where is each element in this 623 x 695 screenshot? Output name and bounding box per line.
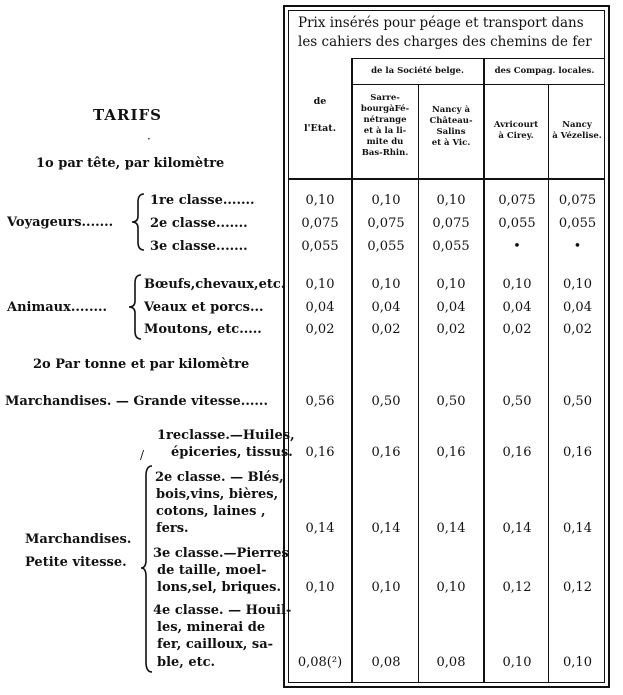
pv-class1-line2: épiceries, tissus. bbox=[171, 445, 293, 460]
col-avricourt-header-1: Avricourt bbox=[493, 120, 539, 130]
title-divider bbox=[352, 58, 605, 59]
grande-vitesse-label: Marchandises. — Grande vitesse...... bbox=[5, 394, 268, 409]
col-nancy-ch-header-1: Nancy à bbox=[431, 105, 471, 115]
table-cell: 0,10 bbox=[436, 580, 466, 595]
table-cell: 0,10 bbox=[371, 277, 401, 292]
table-cell: 0,04 bbox=[502, 300, 532, 315]
section-par-tonne: 2o Par tonne et par kilomètre bbox=[33, 357, 250, 372]
table-cell: 0,12 bbox=[502, 580, 532, 595]
table-cell: 0,04 bbox=[371, 300, 401, 315]
animal-1-label: Bœufs,chevaux,etc. bbox=[144, 277, 286, 292]
table-cell: 0,055 bbox=[301, 239, 339, 254]
table-cell: 0,10 bbox=[371, 193, 401, 208]
pv-class2-line2: bois,vins, bières, bbox=[156, 487, 279, 502]
table-cell: 0,16 bbox=[305, 445, 335, 460]
table-cell: 0,10 bbox=[436, 277, 466, 292]
animaux-label: Animaux........ bbox=[7, 300, 108, 315]
group-divider bbox=[352, 84, 605, 85]
table-cell: 0,50 bbox=[436, 394, 466, 409]
col-nancy-vez-header-2: à Vézelise. bbox=[552, 131, 602, 141]
col-line-2 bbox=[418, 84, 419, 683]
voyageurs-brace-icon bbox=[130, 192, 146, 252]
table-cell: 0,12 bbox=[563, 580, 592, 595]
header-bottom-divider bbox=[289, 178, 605, 180]
table-cell: 0,02 bbox=[436, 322, 466, 337]
table-cell: 0,10 bbox=[502, 655, 532, 670]
petite-vitesse-brace-icon bbox=[140, 464, 154, 674]
class-2-label: 2e classe....... bbox=[150, 216, 248, 231]
table-cell: 0,055 bbox=[367, 239, 405, 254]
section-par-tete: 1o par tête, par kilomètre bbox=[36, 156, 225, 171]
col-line-4 bbox=[548, 84, 549, 683]
voyageurs-label: Voyageurs....... bbox=[7, 215, 114, 230]
table-cell: 0,10 bbox=[502, 277, 532, 292]
table-cell: 0,075 bbox=[432, 216, 470, 231]
table-cell: 0,56 bbox=[305, 394, 335, 409]
tarifs-dot: · bbox=[147, 132, 151, 146]
pv-class4-line2: les, minerai de bbox=[157, 620, 266, 635]
table-cell: 0,04 bbox=[436, 300, 466, 315]
col-avricourt-header-2: à Cirey. bbox=[498, 131, 534, 141]
table-cell: • bbox=[573, 239, 582, 254]
table-cell: 0,10 bbox=[563, 655, 592, 670]
col-etat-header-2: l'Etat. bbox=[304, 123, 336, 134]
table-cell: 0,04 bbox=[563, 300, 592, 315]
col-nancy-vez-header-1: Nancy bbox=[562, 120, 592, 130]
table-cell: 0,075 bbox=[367, 216, 405, 231]
pv-class4-line1: 4e classe. — Houil- bbox=[153, 603, 292, 618]
pv-class1-line1: 1reclasse.—Huiles, bbox=[157, 428, 295, 443]
table-cell: 0,16 bbox=[502, 445, 532, 460]
table-cell: 0,10 bbox=[436, 193, 466, 208]
table-cell: 0,02 bbox=[502, 322, 532, 337]
table-cell: 0,10 bbox=[305, 580, 335, 595]
col-etat-header-1: de bbox=[313, 96, 327, 107]
table-cell: 0,055 bbox=[498, 216, 536, 231]
table-cell: • bbox=[513, 239, 521, 254]
col-sarre-header-5: mite du bbox=[366, 137, 404, 147]
table-title-line1: Prix insérés pour péage et transport dans bbox=[298, 15, 584, 31]
table-cell: 0,08 bbox=[371, 655, 401, 670]
table-cell: 0,50 bbox=[563, 394, 592, 409]
col-nancy-ch-header-4: et à Vic. bbox=[431, 138, 471, 148]
col-sarre-header-4: et à la li- bbox=[363, 126, 407, 136]
table-cell: 0,02 bbox=[305, 322, 335, 337]
table-cell: 0,10 bbox=[563, 277, 592, 292]
class-3-label: 3e classe....... bbox=[150, 239, 248, 254]
col-sarre-header-3: nétrange bbox=[363, 115, 407, 125]
tarifs-title: TARIFS bbox=[93, 106, 162, 124]
table-cell: 0,02 bbox=[371, 322, 401, 337]
table-cell: 0,50 bbox=[502, 394, 532, 409]
animal-3-label: Moutons, etc..... bbox=[144, 322, 262, 337]
table-cell: 0,14 bbox=[305, 521, 335, 536]
petite-vitesse-label-2: Petite vitesse. bbox=[25, 555, 127, 570]
pv-class4-line3: fer, cailloux, sa- bbox=[157, 637, 274, 652]
col-sarre-header-1: Sarre- bbox=[370, 93, 400, 103]
table-cell: 0,16 bbox=[563, 445, 592, 460]
table-cell: 0,055 bbox=[432, 239, 470, 254]
pv-slash-mark: / bbox=[140, 448, 145, 462]
pv-class3-line3: lons,sel, briques. bbox=[157, 580, 282, 595]
table-cell: 0,14 bbox=[502, 521, 532, 536]
table-cell: 0,10 bbox=[305, 277, 335, 292]
table-title-line2: les cahiers des charges des chemins de fer bbox=[298, 34, 592, 50]
table-cell: 0,16 bbox=[371, 445, 401, 460]
table-cell: 0,10 bbox=[305, 193, 335, 208]
table-cell: 0,08 bbox=[436, 655, 466, 670]
group-belge-label: de la Société belge. bbox=[371, 66, 464, 76]
col-sarre-header-6: Bas-Rhin. bbox=[361, 148, 409, 158]
class-1-label: 1re classe....... bbox=[150, 193, 255, 208]
col-nancy-ch-header-2: Château- bbox=[429, 116, 473, 126]
group-locales-label: des Compag. locales. bbox=[494, 66, 595, 76]
col-sarre-header-2: bourgàFé- bbox=[360, 104, 410, 114]
table-cell: 0,08(²) bbox=[297, 655, 343, 670]
table-cell: 0,16 bbox=[436, 445, 466, 460]
pv-class2-line1: 2e classe. — Blés, bbox=[155, 470, 284, 485]
table-cell: 0,075 bbox=[498, 193, 536, 208]
table-cell: 0,14 bbox=[371, 521, 401, 536]
col-nancy-ch-header-3: Salins bbox=[436, 127, 466, 137]
table-cell: 0,10 bbox=[371, 580, 401, 595]
pv-class3-line1: 3e classe.—Pierres bbox=[153, 546, 289, 561]
table-cell: 0,075 bbox=[558, 193, 597, 208]
animaux-brace-icon bbox=[127, 273, 143, 341]
table-cell: 0,055 bbox=[558, 216, 597, 231]
pv-class2-line4: fers. bbox=[156, 521, 189, 536]
petite-vitesse-label-1: Marchandises. bbox=[25, 532, 132, 547]
pv-class4-line4: ble, etc. bbox=[157, 655, 216, 670]
pv-class2-line3: cotons, laines , bbox=[156, 504, 266, 519]
table-cell: 0,04 bbox=[305, 300, 335, 315]
col-line-3 bbox=[483, 58, 485, 683]
pv-class3-line2: de taille, moel- bbox=[157, 563, 267, 578]
table-cell: 0,50 bbox=[371, 394, 401, 409]
table-cell: 0,075 bbox=[301, 216, 339, 231]
table-cell: 0,14 bbox=[436, 521, 466, 536]
animal-2-label: Veaux et porcs... bbox=[144, 300, 264, 315]
table-cell: 0,02 bbox=[563, 322, 592, 337]
table-cell: 0,14 bbox=[563, 521, 592, 536]
